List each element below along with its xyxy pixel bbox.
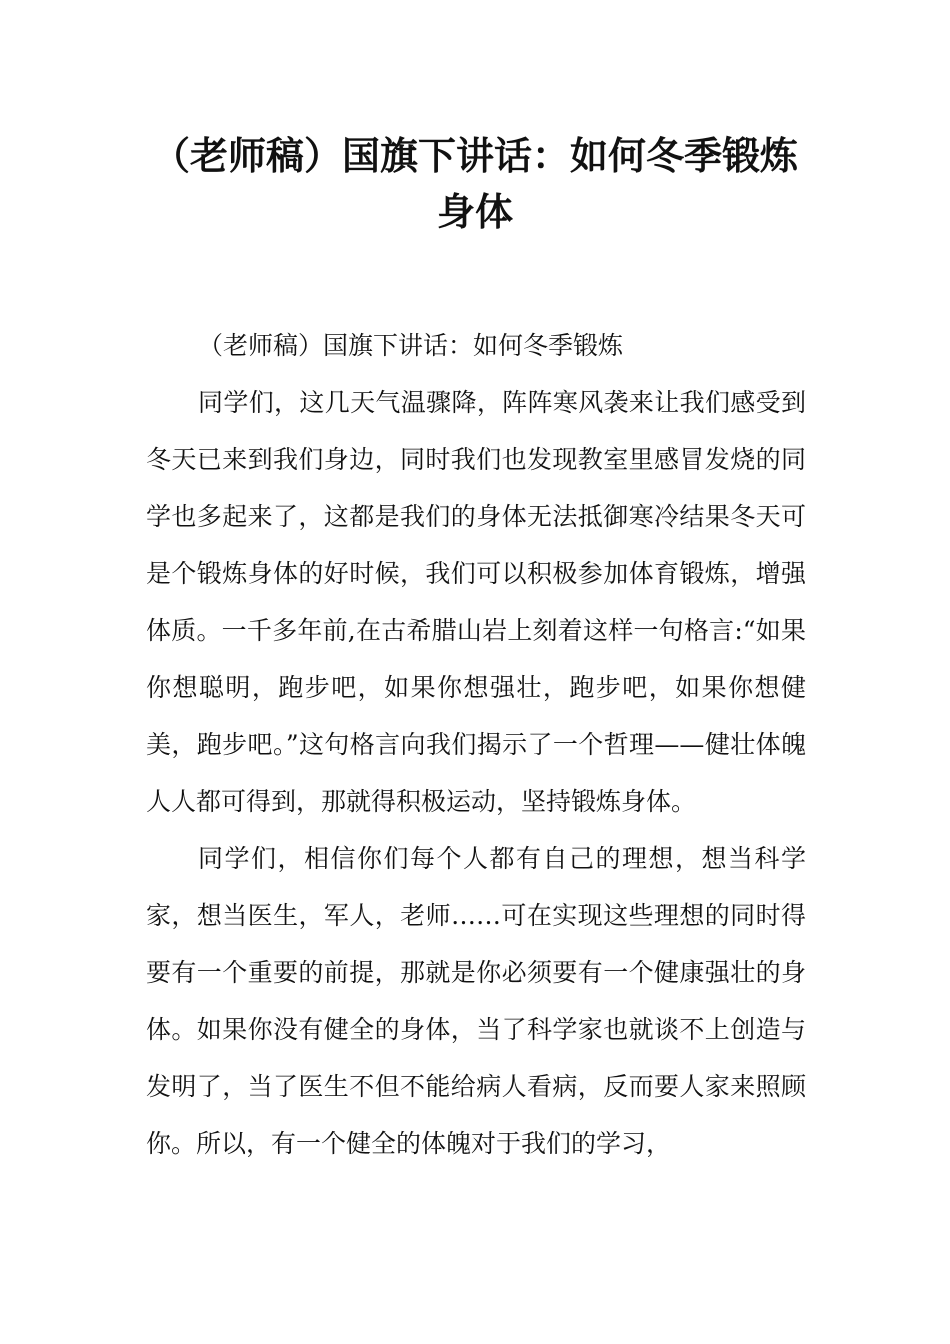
paragraph-1: 同学们，这几天气温骤降，阵阵寒风袭来让我们感受到冬天已来到我们身边，同时我们也发现教室里感冒发烧的同学也多起来了，这都是我们的身体无法抵御寒冷结果冬天可是个锻炼身体的好时候，我们可以积极参加体育锻炼，增强体质。一千多年前,在古希腊山岩上刻着这样一句格言:“如果你想聪明，跑步吧，如果你想强壮，跑步吧，如果你想健美，跑步吧。”这句格言向我们揭示了一个哲理——健壮体魄人人都可得到，那就得积极运动，坚持锻炼身体。	[146, 388, 806, 816]
document-title-line-1: （老师稿）国旗下讲话：如何冬季锻炼	[151, 134, 798, 178]
paragraph-2: 同学们，相信你们每个人都有自己的理想，想当科学家，想当医生，军人，老师……可在实现这些理想的同时得要有一个重要的前提，那就是你必须要有一个健康强壮的身体。如果你没有健全的身体，当了科学家也就谈不上创造与发明了，当了医生不但不能给病人看病，反而要人家来照顾你。所以，有一个健全的体魄对于我们的学习，	[146, 844, 806, 1158]
paragraph-subtitle: （老师稿）国旗下讲话：如何冬季锻炼	[198, 331, 624, 360]
document-body	[146, 317, 806, 1172]
document-title	[100, 128, 850, 240]
document-title-line-2: 身体	[436, 190, 513, 234]
